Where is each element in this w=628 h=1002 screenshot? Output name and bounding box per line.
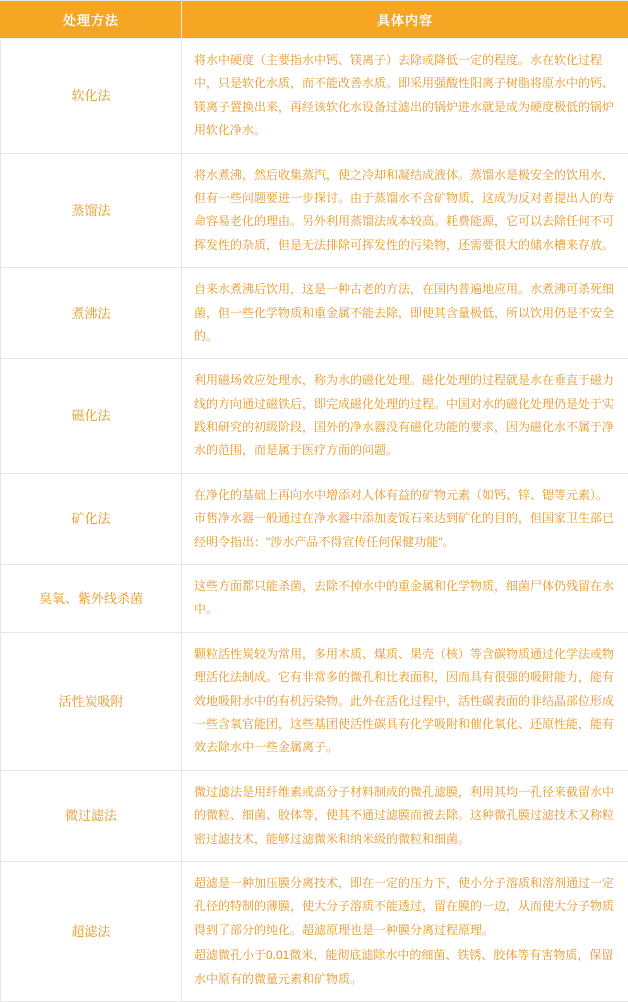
cell-content <box>182 473 628 564</box>
cell-paragraph: 将水煮沸，然后收集蒸汽，使之冷却和凝结成液体。蒸馏水是极安全的饮用水，但有一些问题要进一步探讨。由于蒸馏水不含矿物质，这成为反对者提出人的寿命容易老化的理由。另外利用蒸馏法成本较高。耗费能源，它可以去除任何不可挥发性的杂质，但是无法排除可挥发性的污染物，还需要很大的储水槽来存放。 <box>194 164 614 258</box>
cell-paragraph: 颗粒活性炭较为常用，多用木质、煤质、果壳（核）等含碳物质通过化学法或物理活化法制成。它有非常多的微孔和比表面积，因而具有很强的吸附能力，能有效地吸附水中的有机污染物。此外在活化过程中，活性碳表面的非结晶部位形成一些含氧官能团，这些基团使活性碳具有化学吸附和催化氧化、还原性能，能有效去除水中一些金属离子。 <box>194 643 614 760</box>
cell-content <box>182 861 628 1001</box>
cell-paragraph: 将水中硬度（主要指水中钙、镁离子）去除或降低一定的程度。水在软化过程中，只是软化水质，而不能改善水质。即采用强酸性阳离子树脂将原水中的钙、镁离子置换出来，再经该软化水设备过滤出的锅炉进水就是成为硬度极低的锅炉用软化净水。 <box>194 49 614 143</box>
cell-paragraph: 超滤是一种加压膜分离技术，即在一定的压力下，使小分子溶质和溶剂通过一定孔径的特制的薄膜，使大分子溶质不能透过，留在膜的一边，从而使大分子物质得到了部分的纯化。超滤原理也是一种膜分离过程原理。 <box>194 872 614 942</box>
table-header <box>1 1 628 39</box>
cell-method: 磁化法 <box>1 359 182 474</box>
table-row <box>1 632 628 770</box>
table-row <box>1 770 628 861</box>
cell-paragraph: 这些方面都只能杀菌，去除不掉水中的重金属和化学物质，细菌尸体仍残留在水中。 <box>194 575 614 622</box>
cell-method: 臭氧、紫外线杀菌 <box>1 565 182 633</box>
cell-method: 活性炭吸附 <box>1 632 182 770</box>
cell-method: 超滤法 <box>1 861 182 1001</box>
table-row <box>1 473 628 564</box>
cell-content <box>182 268 628 359</box>
cell-content <box>182 39 628 154</box>
cell-content <box>182 770 628 861</box>
table-header-row <box>1 1 628 39</box>
table-row <box>1 39 628 154</box>
cell-paragraph: 自来水煮沸后饮用，这是一种古老的方法，在国内普遍地应用。水煮沸可杀死细菌，但一些化学物质和重金属不能去除，即使其含量极低，所以饮用仍是不安全的。 <box>194 278 614 348</box>
cell-method: 煮沸法 <box>1 268 182 359</box>
cell-content <box>182 565 628 633</box>
cell-method: 软化法 <box>1 39 182 154</box>
column-header-method: 处理方法 <box>1 1 182 39</box>
table-row <box>1 565 628 633</box>
table-row <box>1 861 628 1001</box>
cell-method: 蒸馏法 <box>1 153 182 268</box>
table-row <box>1 153 628 268</box>
cell-content <box>182 359 628 474</box>
cell-paragraph: 超滤微孔小于0.01微米，能彻底滤除水中的细菌、铁锈、胶体等有害物质，保留水中原有的微量元素和矿物质。 <box>194 944 614 991</box>
table-row <box>1 268 628 359</box>
cell-paragraph: 在净化的基础上再向水中增添对人体有益的矿物元素（如钙、锌、锶等元素）。市售净水器一般通过在净水器中添加麦饭石来达到矿化的目的，但国家卫生部已经明令指出："涉水产品不得宣传任何保健功能"。 <box>194 484 614 554</box>
cell-content <box>182 632 628 770</box>
table-row <box>1 359 628 474</box>
cell-paragraph: 利用磁场效应处理水，称为水的磁化处理。磁化处理的过程就是水在垂直于磁力线的方向通过磁铁后，即完成磁化处理的过程。中国对水的磁化处理仍是处于实践和研究的初级阶段，国外的净水器没有磁化功能的要求，因为磁化水不属于净水的范围，而是属于医疗方面的问题。 <box>194 369 614 463</box>
column-header-content: 具体内容 <box>182 1 628 39</box>
cell-content <box>182 153 628 268</box>
cell-method: 微过滤法 <box>1 770 182 861</box>
cell-method: 矿化法 <box>1 473 182 564</box>
cell-paragraph: 微过滤法是用纤维素或高分子材料制成的微孔滤膜，利用其均一孔径来截留水中的微粒、细菌、胶体等，使其不通过滤膜而被去除。这种微孔膜过滤技术又称粒密过滤技术，能够过滤微米和纳米级的微粒和细菌。 <box>194 781 614 851</box>
